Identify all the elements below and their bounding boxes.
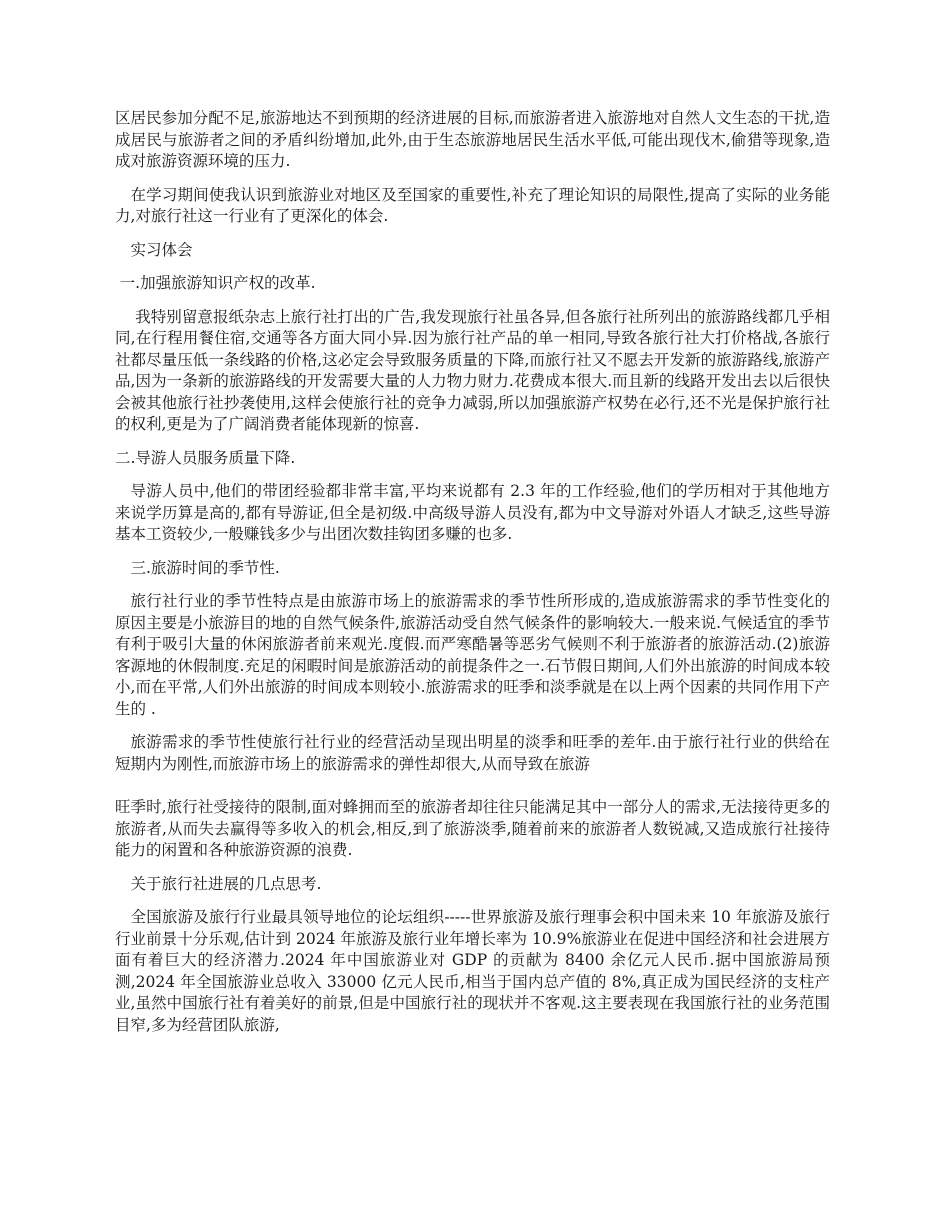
paragraph-7: 旺季时,旅行社受接待的限制,面对蜂拥而至的旅游者却往往只能满足其中一部分人的需求,无法接待更多的旅游者,从而失去赢得等多收入的机会,相反,到了旅游淡季,随着前来的旅游者人数锐减,又造成旅行社接待能力的闲置和各种旅游资源的浪费. xyxy=(115,798,830,859)
paragraph-8: 全国旅游及旅行行业最具领导地位的论坛组织-----世界旅游及旅行理事会积中国未来 10 年旅游及旅行行业前景十分乐观,估计到 2024 年旅游及旅行业年增长率为 10.9%旅游业在促进中国经济和社会进展方面有着巨大的经济潜力.2024 年中国旅游业对 GDP 的贡献为 8400 余亿元人民币.据中国旅游局预测,2024 年全国旅游业总收入 33000 亿元人民币,相当于国内总产值的 8%,真正成为国民经济的支柱产业,虽然中国旅行社有着美好的前景,但是中国旅行社的现状并不客观.这主要表现在我国旅行社的业务范围目窄,多为经营团队旅游, xyxy=(115,908,830,1034)
section-heading-3: 三.旅游时间的季节性. xyxy=(130,558,280,577)
section-heading-4: 关于旅行社进展的几点思考. xyxy=(130,874,322,893)
paragraph-2: 在学习期间使我认识到旅游业对地区及至国家的重要性,补充了理论知识的局限性,提高了实际的业务能力,对旅行社这一行业有了更深化的体会. xyxy=(115,185,830,225)
paragraph-5: 旅行社行业的季节性特点是由旅游市场上的旅游需求的季节性所形成的,造成旅游需求的季节性变化的原因主要是小旅游目的地的自然气候条件,旅游活动受自然气候条件的影响较大.一般来说.气候适宜的季节有利于吸引大量的休闲旅游者前来观光.度假.而严寒酷暑等恶劣气候则不利于旅游者的旅游活动.(2)旅游客源地的休假制度.充足的闲暇时间是旅游活动的前提条件之一.石节假日期间,人们外出旅游的时间成本较小,而在平常,人们外出旅游的时间成本则较小.旅游需求的旺季和淡季就是在以上两个因素的共同作用下产生的 . xyxy=(115,592,830,718)
paragraph-4: 导游人员中,他们的带团经验都非常丰富,平均来说都有 2.3 年的工作经验,他们的学历相对于其他地方来说学历算是高的,都有导游证,但全是初级.中高级导游人员没有,都为中文导游对外语人才缺乏,这些导游基本工资较少,一般赚钱多少与出团次数挂钩团多赚的也多. xyxy=(115,482,830,543)
section-heading-2: 二.导游人员服务质量下降. xyxy=(115,448,296,467)
paragraph-3: 我特别留意报纸杂志上旅行社打出的广告,我发现旅行社虽各异,但各旅行社所列出的旅游路线都几乎相同,在行程用餐住宿,交通等各方面大同小异.因为旅行社产品的单一相同,导致各旅行社大打价格战,各旅行社都尽量压低一条线路的价格,这必定会导致服务质量的下降,而旅行社又不愿去开发新的旅游路线,旅游产品,因为一条新的旅游路线的开发需要大量的人力物力财力.花费成本很大.而且新的线路开发出去以后很快会被其他旅行社抄袭使用,这样会使旅行社的竞争力减弱,所以加强旅游产权势在必行,还不光是保护旅行社的权利,更是为了广阔消费者能体现新的惊喜. xyxy=(115,307,830,433)
document-body xyxy=(115,108,830,1048)
section-heading-1: 一.加强旅游知识产权的改革. xyxy=(119,274,316,292)
paragraph-6: 旅游需求的季节性使旅行社行业的经营活动呈现出明星的淡季和旺季的差年.由于旅行社行业的供给在短期内为刚性,而旅游市场上的旅游需求的弹性却很大,从而导致在旅游 xyxy=(115,733,830,773)
paragraph-1: 区居民参加分配不足,旅游地达不到预期的经济进展的目标,而旅游者进入旅游地对自然人文生态的干扰,造成居民与旅游者之间的矛盾纠纷增加,此外,由于生态旅游地居民生活水平低,可能出现伐木,偷猎等现象,造成对旅游资源环境的压力. xyxy=(115,109,830,170)
section-heading-practice-reflection: 实习体会 xyxy=(130,240,193,259)
